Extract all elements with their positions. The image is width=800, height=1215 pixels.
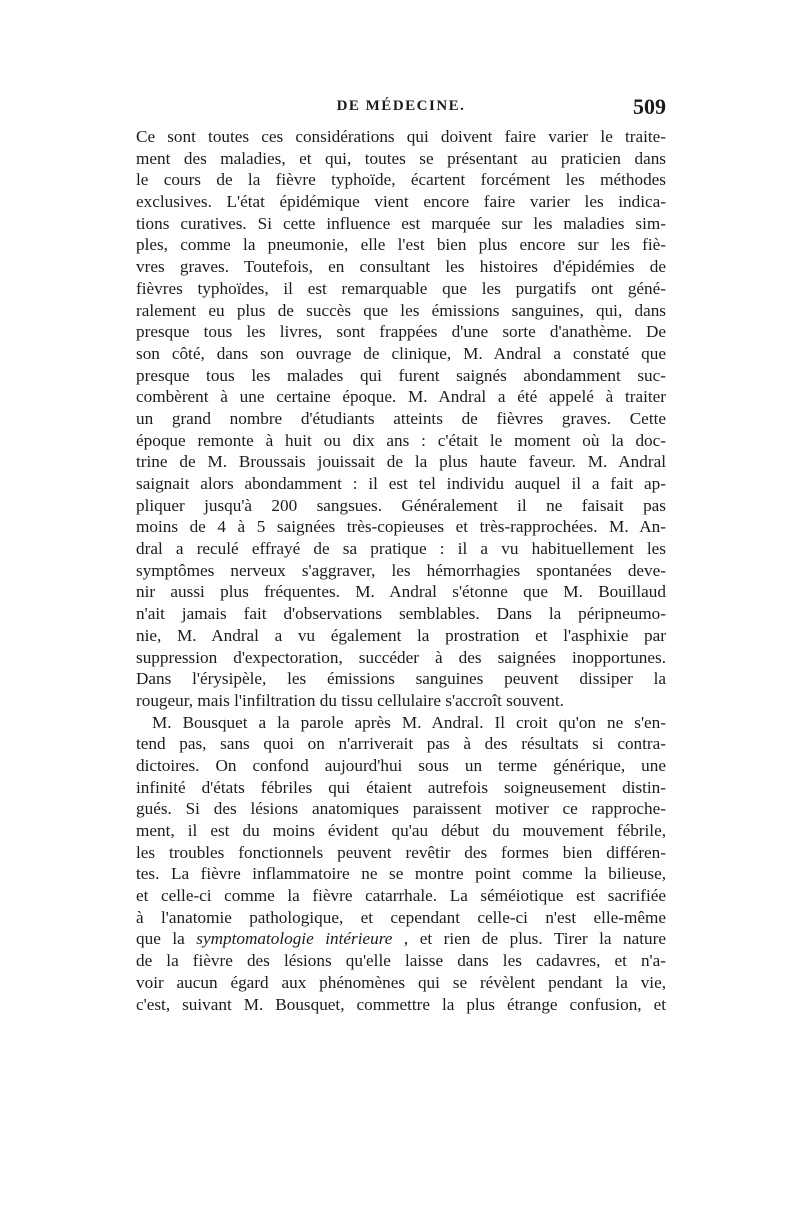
- text-line: infinité d'états fébriles qui étaient autrefois soigneusement distin-: [136, 777, 666, 797]
- text-line: presque tous les malades qui furent saignés abondamment suc-: [136, 365, 666, 385]
- page-number: 509: [633, 94, 666, 119]
- text-line: tions curatives. Si cette influence est marquée sur les maladies sim-: [136, 213, 666, 233]
- text-line: tend pas, sans quoi on n'arriverait pas à des résultats si contra-: [136, 734, 666, 754]
- text-line: nir aussi plus fréquentes. M. Andral s'étonne que M. Bouillaud: [136, 582, 666, 602]
- text-line: c'est, suivant M. Bousquet, commettre la plus étrange confusion, et: [136, 994, 666, 1014]
- text-line: Ce sont toutes ces considérations qui doivent faire varier le traite-: [136, 127, 666, 146]
- text-line: presque tous les livres, sont frappées d'une sorte d'anathème. De: [136, 322, 666, 342]
- text-line: et celle-ci comme la fièvre catarrhale. La séméiotique est sacrifiée: [136, 886, 666, 906]
- text-line: un grand nombre d'étudiants atteints de fièvres graves. Cette: [136, 408, 666, 428]
- text-line: symptômes nerveux s'aggraver, les hémorrhagies spontanées deve-: [136, 560, 666, 580]
- running-head: DE MÉDECINE.: [336, 98, 466, 114]
- text-line: ralement eu plus de succès que les émissions sanguines, qui, dans: [136, 300, 666, 320]
- text-line: que la symptomatologie intérieure , et rien de plus. Tirer la nature: [136, 929, 666, 949]
- text-line: vres graves. Toutefois, en consultant les histoires d'épidémies de: [136, 257, 666, 277]
- text-line: suppression d'expectoration, succéder à des saignées inopportunes.: [136, 647, 666, 667]
- paragraph-1: [136, 126, 666, 712]
- text-line: à l'anatomie pathologique, et cependant celle-ci n'est elle-même: [136, 907, 666, 927]
- text-line: Dans l'érysipèle, les émissions sanguines peuvent dissiper la: [136, 669, 666, 689]
- text-line: le cours de la fièvre typhoïde, écartent forcément les méthodes: [136, 170, 666, 190]
- text-line: ples, comme la pneumonie, elle l'est bien plus encore sur les fiè-: [136, 235, 666, 255]
- text-line: pliquer jusqu'à 200 sangsues. Généralement il ne faisait pas: [136, 495, 666, 515]
- text-line: rougeur, mais l'infiltration du tissu cellulaire s'accroît souvent.: [136, 690, 564, 710]
- text-line: trine de M. Broussais jouissait de la plus haute faveur. M. Andral: [136, 452, 666, 472]
- text-line: son côté, dans son ouvrage de clinique, M. Andral a constaté que: [136, 343, 666, 363]
- text-line: combèrent à une certaine époque. M. Andral a été appelé à traiter: [136, 387, 666, 407]
- text-line: moins de 4 à 5 saignées très-copieuses et très-rapprochées. M. An-: [136, 517, 666, 537]
- text-line: les troubles fonctionnels peuvent revêtir des formes bien différen-: [136, 842, 666, 862]
- page-header: [136, 94, 666, 124]
- text-line: gués. Si des lésions anatomiques paraissent motiver ce rapproche-: [136, 799, 666, 819]
- text-line: dral a reculé effrayé de sa pratique : il a vu habituellement les: [136, 539, 666, 559]
- text-line: dictoires. On confond aujourd'hui sous un terme générique, une: [136, 755, 666, 775]
- text-line: exclusives. L'état épidémique vient encore faire varier les indica-: [136, 192, 666, 212]
- text-line: saignait alors abondamment : il est tel individu auquel il a fait ap-: [136, 474, 666, 493]
- text-line: époque remonte à huit ou dix ans : c'était le moment où la doc-: [136, 430, 666, 450]
- text-line: ment, il est du moins évident qu'au début du mouvement fébrile,: [136, 821, 666, 840]
- italic-phrase: symptomatologie intérieure: [196, 929, 393, 949]
- text-line: ment des maladies, et qui, toutes se présentant au praticien dans: [136, 148, 666, 168]
- text-line: tes. La fièvre inflammatoire ne se montre point comme la bilieuse,: [136, 864, 666, 884]
- text-line: de la fièvre des lésions qu'elle laisse dans les cadavres, et n'a-: [136, 951, 666, 971]
- body-text: [136, 126, 666, 1015]
- text-line: voir aucun égard aux phénomènes qui se révèlent pendant la vie,: [136, 972, 666, 992]
- text-line: n'ait jamais fait d'observations semblables. Dans la péripneumo-: [136, 604, 666, 624]
- text-line: fièvres typhoïdes, il est remarquable que les purgatifs ont géné-: [136, 278, 666, 298]
- paragraph-2: [136, 712, 666, 1016]
- text-line: nie, M. Andral a vu également la prostration et l'asphixie par: [136, 625, 666, 645]
- text-line: M. Bousquet a la parole après M. Andral. Il croit qu'on ne s'en-: [152, 712, 666, 732]
